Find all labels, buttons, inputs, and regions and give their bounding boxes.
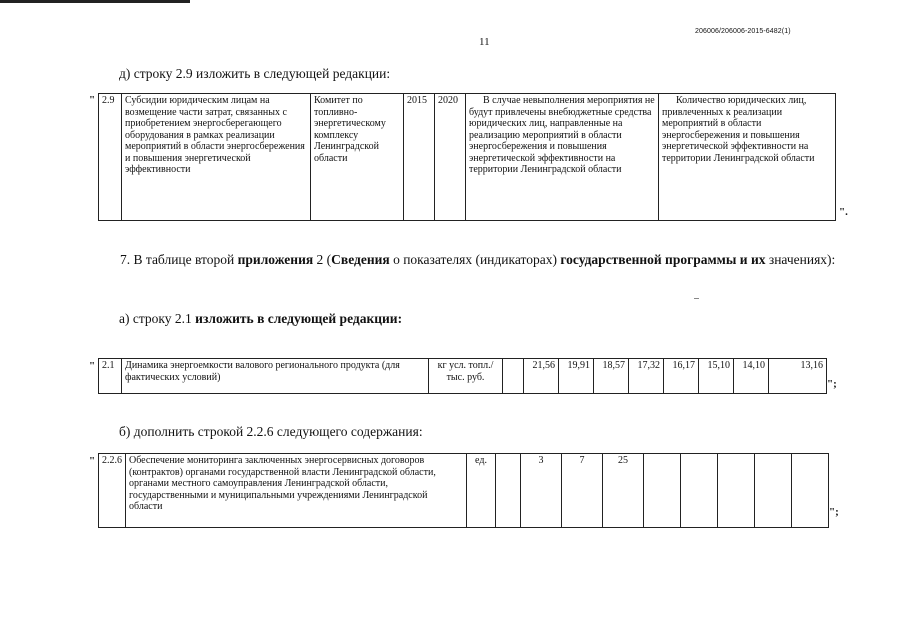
table-row-2-1: [98, 358, 827, 394]
cell-base: [503, 359, 524, 394]
page-number: 11: [479, 36, 490, 48]
cell-name: Динамика энергоемкости валового регионального продукта (для фактических условий): [122, 359, 429, 394]
cell-value: [644, 454, 681, 528]
cell-value: 16,17: [664, 359, 699, 394]
cell-name: Субсидии юридическим лицам на возмещение части затрат, связанных с приобретением энергосберегающего оборудования в рамках реализации мероприятий в области энергосбережения и повышения энергетической эффективности: [122, 94, 311, 221]
cell-num: 2.9: [99, 94, 122, 221]
cell-value: 19,91: [559, 359, 594, 394]
scan-top-border: [0, 0, 190, 3]
document-id: 206006/206006-2015-6482(1): [695, 28, 791, 35]
scan-speck: [694, 298, 699, 299]
cell-year-end: 2020: [435, 94, 466, 221]
cell-executor: Комитет по топливно-энергетическому комплексу Ленинградской области: [311, 94, 404, 221]
cell-unit: кг усл. топл./ тыс. руб.: [429, 359, 503, 394]
cell-value: [792, 454, 829, 528]
open-quote: ": [89, 360, 96, 372]
cell-value: 18,57: [594, 359, 629, 394]
table-row-2-2-6: [98, 453, 829, 528]
cell-name: Обеспечение мониторинга заключенных энергосервисных договоров (контрактов) органами государственной власти Ленинградской области, органами местного самоуправления Ленинградской области, государственными и муниципальными учреждениями Ленинградской области: [126, 454, 467, 528]
open-quote: ": [89, 455, 96, 467]
cell-value: 7: [562, 454, 603, 528]
cell-base: [496, 454, 521, 528]
cell-value: [718, 454, 755, 528]
section-d-heading: д) строку 2.9 изложить в следующей редакции:: [119, 66, 391, 81]
cell-value: 3: [521, 454, 562, 528]
cell-value: 15,10: [699, 359, 734, 394]
close-mark: ".: [839, 206, 848, 218]
section-b-heading: б) дополнить строкой 2.2.6 следующего содержания:: [119, 424, 423, 439]
cell-value: 25: [603, 454, 644, 528]
paragraph-7: 7. В таблице второй приложения 2 (Сведения о показателях (индикаторах) государственной программы и их значениях):: [120, 252, 836, 267]
cell-num: 2.2.6: [99, 454, 126, 528]
cell-unit: ед.: [467, 454, 496, 528]
table-row: [99, 359, 827, 394]
table-row: [99, 454, 829, 528]
cell-year-start: 2015: [404, 94, 435, 221]
open-quote: ": [89, 94, 96, 106]
cell-value: [681, 454, 718, 528]
cell-num: 2.1: [99, 359, 122, 394]
table-row-2-9: [98, 93, 836, 221]
section-a-heading: а) строку 2.1 изложить в следующей редакции:: [119, 311, 403, 326]
cell-value: [755, 454, 792, 528]
close-mark: ";: [827, 378, 837, 390]
cell-indicator: Количество юридических лиц, привлеченных к реализации мероприятий в области энергосбережения и повышения энергетической эффективности на территории Ленинградской области: [659, 94, 836, 221]
cell-value: 13,16: [769, 359, 827, 394]
close-mark: ";: [829, 506, 839, 518]
cell-value: 17,32: [629, 359, 664, 394]
table-row: [99, 94, 836, 221]
cell-value: 21,56: [524, 359, 559, 394]
cell-consequences: В случае невыполнения мероприятия не будут привлечены внебюджетные средства юридических лиц, направленные на реализацию мероприятий в области энергосбережения и повышения энергетической эффективности на территории Ленинградской области: [466, 94, 659, 221]
cell-value: 14,10: [734, 359, 769, 394]
